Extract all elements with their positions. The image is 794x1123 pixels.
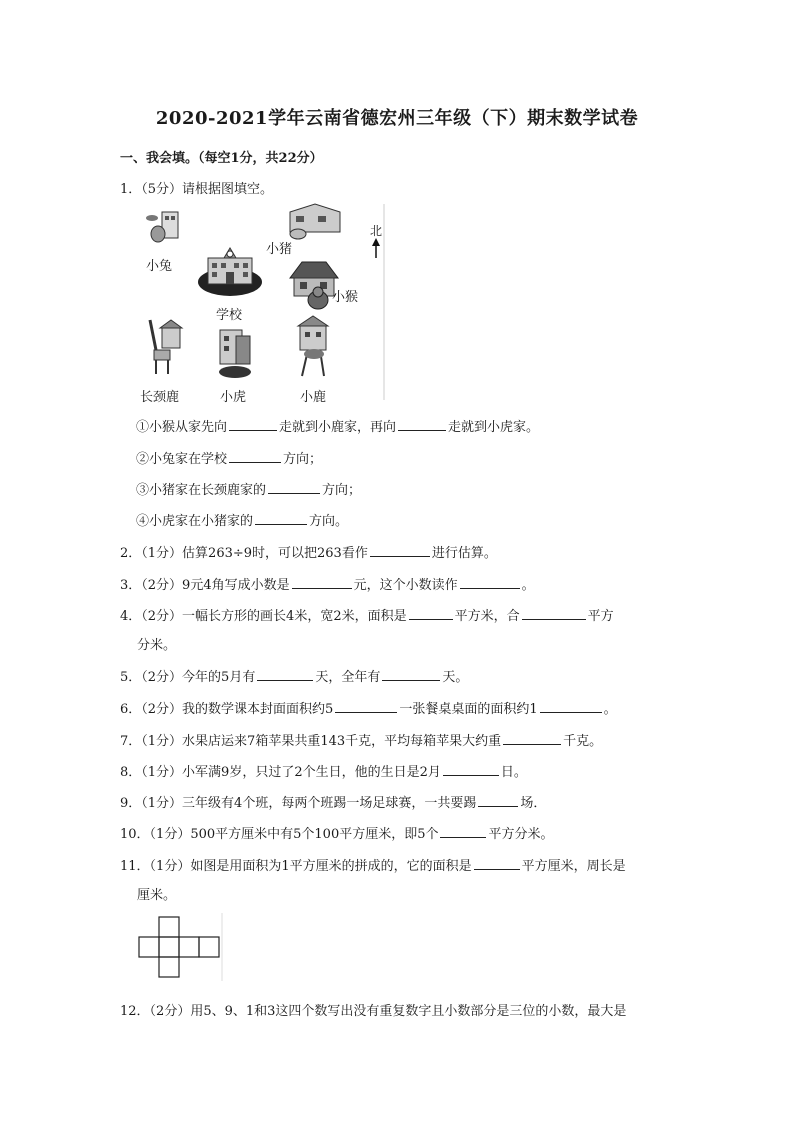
question-6: 6．（2分）我的数学课本封面面积约5 一张餐桌桌面的面积约1 。 [120,702,617,717]
unit-square-figure [138,913,228,983]
question-5: 5．（2分）今年的5月有 天，全年有 天。 [120,670,469,685]
question-4-continued: 分米。 [137,638,177,653]
label-pig: 小猪 [266,242,293,257]
question-10: 10．（1分）500平方厘米中有5个100平方厘米，即5个 平方分米。 [120,827,554,842]
label-giraffe: 长颈鹿 [140,390,180,405]
question-1-sub-4: ④小虎家在小猪家的 方向。 [136,514,349,529]
question-12: 12．（2分）用5、9、1和3这四个数写出没有重复数字且小数部分是三位的小数，最大是 [120,1004,627,1019]
answer-blank[interactable] [229,450,281,463]
answer-blank[interactable] [292,576,352,589]
question-8: 8．（1分）小军满9岁，只过了2个生日，他的生日是2月 日。 [120,765,527,780]
giraffe-house-icon [150,320,182,374]
rabbit-house-icon [146,212,178,242]
answer-blank[interactable] [440,825,486,838]
question-4: 4．（2分）一幅长方形的画长4米，宽2米，面积是 平方米，合 平方 [120,609,614,624]
pig-house-icon [290,204,340,239]
answer-blank[interactable] [443,763,499,776]
answer-blank[interactable] [540,700,602,713]
answer-blank[interactable] [229,418,277,431]
question-3: 3．（2分）9元4角写成小数是 元，这个小数读作 。 [120,578,535,593]
label-north: 北 [370,224,383,238]
answer-blank[interactable] [335,700,397,713]
label-tiger: 小虎 [220,390,247,405]
answer-blank[interactable] [522,607,586,620]
label-monkey: 小猴 [332,290,359,305]
deer-house-icon [298,316,328,376]
question-11-continued: 厘米。 [137,888,177,903]
label-school: 学校 [216,308,243,323]
answer-blank[interactable] [503,732,561,745]
school-icon [198,248,262,296]
answer-blank[interactable] [478,794,518,807]
question-1-sub-1: ①小猴从家先向 走就到小鹿家，再向 走就到小虎家。 [136,420,540,435]
answer-blank[interactable] [460,576,520,589]
answer-blank[interactable] [474,857,520,870]
answer-blank[interactable] [268,481,320,494]
north-arrow-icon [372,238,380,258]
question-9: 9．（1分）三年级有4个班，每两个班踢一场足球赛，一共要踢 场． [120,796,547,811]
page-title: 2020-2021学年云南省德宏州三年级（下）期末数学试卷 [155,108,639,129]
question-1-sub-2: ②小兔家在学校 方向； [136,452,323,467]
label-deer: 小鹿 [300,390,327,405]
map-illustration [140,200,390,410]
tiger-house-icon [219,330,251,378]
question-11: 11．（1分）如图是用面积为1平方厘米的拼成的，它的面积是 平方厘米，周长是 [120,859,626,874]
answer-blank[interactable] [370,544,430,557]
answer-blank[interactable] [409,607,453,620]
section-heading: 一、我会填。（每空1分，共22分） [120,151,323,166]
question-1: 1．（5分）请根据图填空。 [120,182,274,197]
question-7: 7．（1分）水果店运来7箱苹果共重143千克，平均每箱苹果大约重 千克。 [120,734,603,749]
answer-blank[interactable] [398,418,446,431]
answer-blank[interactable] [255,512,307,525]
monkey-house-icon [290,262,338,309]
map-drawing [140,200,390,410]
label-rabbit: 小兔 [146,259,173,274]
question-1-sub-3: ③小猪家在长颈鹿家的 方向； [136,483,362,498]
answer-blank[interactable] [382,668,440,681]
answer-blank[interactable] [257,668,313,681]
question-2: 2．（1分）估算263÷9时，可以把263看作 进行估算。 [120,546,497,561]
